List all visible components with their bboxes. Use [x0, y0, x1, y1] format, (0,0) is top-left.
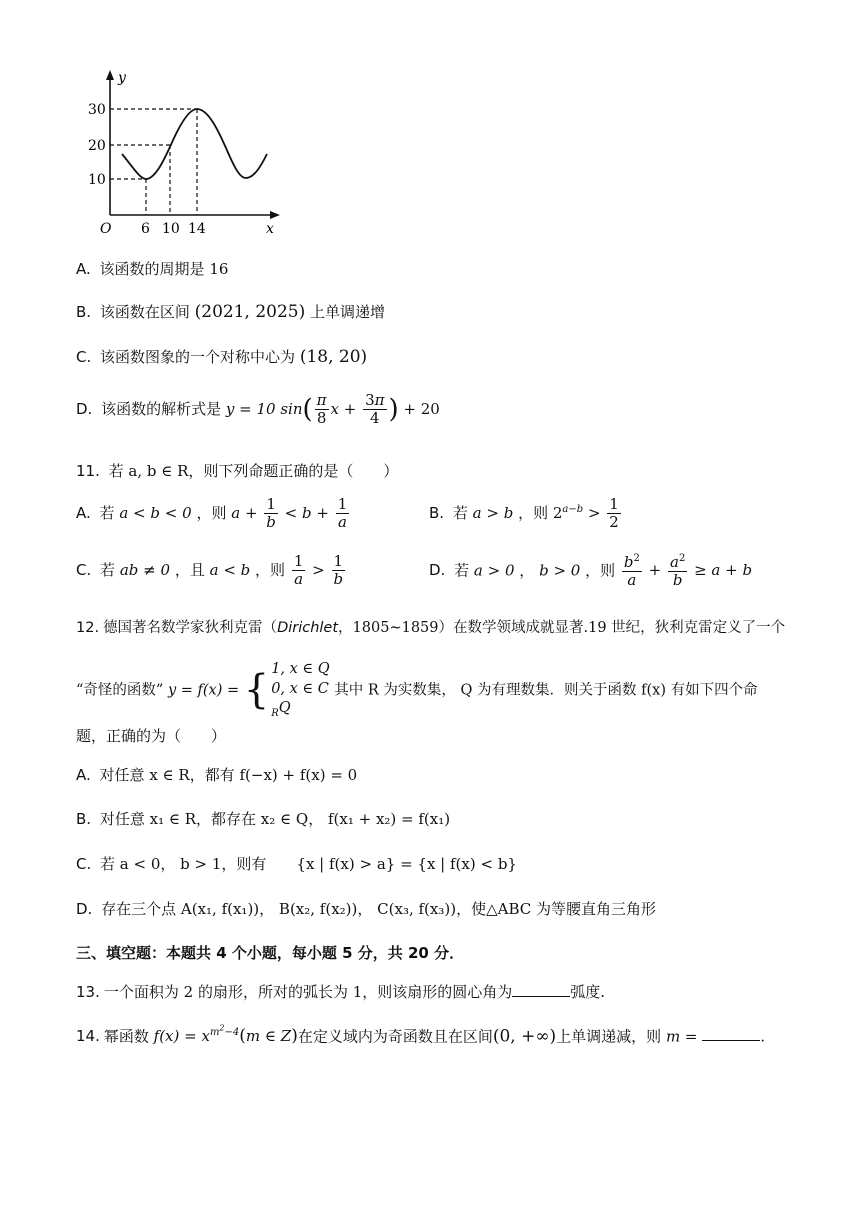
x-tick-6: 6: [141, 221, 150, 237]
q10-option-b: [76, 302, 385, 322]
q10-option-c: [76, 347, 367, 367]
q10-option-d: [76, 392, 440, 428]
option-mid2: ，则: [585, 561, 616, 580]
y-tick-20: 20: [88, 138, 106, 154]
case-1: 1, x ∈ Q: [271, 661, 330, 677]
q12-option-c: [76, 855, 517, 873]
option-pre: 若: [100, 560, 116, 579]
option-pre: 若: [99, 503, 115, 522]
condition: a < b < 0: [119, 503, 192, 522]
condition-2: a < b: [209, 560, 251, 579]
option-label: C.: [76, 560, 92, 579]
q12-option-d: [76, 900, 656, 918]
y-tick-10: 10: [88, 172, 106, 188]
y-axis-label: y: [118, 70, 126, 86]
option-label: C.: [76, 855, 92, 873]
option-text-post: 上单调递增: [310, 303, 386, 321]
q12-line-3: [76, 727, 226, 745]
q12-line-2: “奇怪的函数” y = f(x) = { 1, x ∈ Q 0, x ∈ C $_R$Q 其中 R 为实数集， Q 为有理数集．则关于函数 f(x) 有如下四个命: [76, 661, 758, 720]
x-axis-arrow: [270, 211, 280, 219]
q12-text-post: 其中 R 为实数集， Q 为有理数集．则关于函数 f(x) 有如下四个命: [334, 682, 758, 699]
option-mid: ，则: [196, 503, 227, 522]
q11-option-d: [429, 553, 752, 590]
power-function: $f(x) = x^{m^2-4}(m$ ∈ Z): [153, 1024, 298, 1047]
option-text: 存在三个点 A(x₁, f(x₁))， B(x₂, f(x₂))， C(x₃, f(x₃))，使△ABC 为等腰直角三角形: [101, 900, 656, 918]
option-label: B.: [76, 810, 92, 828]
option-text: 该函数的周期是 16: [99, 260, 229, 278]
interval: (2021, 2025): [194, 302, 306, 322]
formula: $\frac{1}{a}$ > $\frac{1}{b}$: [293, 552, 344, 589]
answer-blank[interactable]: [512, 982, 570, 997]
interval: (0, +∞): [492, 1026, 557, 1047]
origin-label: O: [100, 221, 112, 237]
cases: 1, x ∈ Q 0, x ∈ C $_R$Q: [271, 661, 330, 720]
condition: a > b: [472, 503, 514, 522]
option-label: A.: [76, 766, 91, 784]
option-mid1: ，: [519, 561, 535, 580]
formula: a + $\frac{1}{b}$ < b + $\frac{1}{a}$: [231, 495, 348, 532]
q12-option-b: [76, 810, 450, 828]
q13-text-1: 一个面积为 2 的扇形，所对的弧长为 1，则该扇形的圆心角为: [103, 983, 513, 1001]
answer-blank[interactable]: [702, 1026, 760, 1041]
option-text: 若 a < 0， b > 1，则有 {x | f(x) > a} = {x | f(x) < b}: [100, 855, 517, 873]
option-label: C.: [76, 348, 92, 366]
option-text-pre: 该函数的解析式是: [101, 399, 222, 418]
option-text: 对任意 x₁ ∈ R，都存在 x₂ ∈ Q， f(x₁ + x₂) = f(x₁): [99, 810, 451, 828]
formula: $\frac{b^2}{a}$ + $\frac{a^2}{b}$ ≥ a + b: [623, 553, 753, 590]
y-axis-arrow: [106, 70, 114, 80]
q11-option-a: [76, 496, 351, 532]
option-text: 对任意 x ∈ R，都有 f(−x) + f(x) = 0: [99, 766, 358, 784]
question-text: 若 a, b ∈ R，则下列命题正确的是（ ）: [108, 462, 399, 480]
question-number: 13.: [76, 983, 100, 1001]
sine-graph: [88, 66, 292, 240]
q12-quote: “奇怪的函数”: [76, 682, 164, 699]
q14-pre: 幂函数: [103, 1027, 149, 1046]
option-pre: 若: [454, 561, 470, 580]
option-label: D.: [76, 399, 93, 418]
center-point: (18, 20): [299, 347, 368, 367]
option-text-pre: 该函数图象的一个对称中心为: [100, 348, 296, 366]
question-number: 12.: [76, 620, 100, 636]
formula: $2^{a-b}$ > $\frac{1}{2}$: [552, 495, 619, 532]
question-number: 14.: [76, 1027, 100, 1046]
case-2: 0, x ∈ C: [271, 680, 329, 697]
q12-text-post: ，1805~1859）在数学领域成就显著.19 世纪，狄利克雷定义了一个: [338, 620, 786, 636]
q14-post: 上单调递减，则: [556, 1027, 662, 1046]
x-tick-10: 10: [162, 221, 180, 237]
y-tick-30: 30: [88, 102, 106, 118]
option-label: A.: [76, 260, 91, 278]
q12-text: 题，正确的为（ ）: [76, 727, 227, 745]
x-tick-14: 14: [188, 221, 206, 237]
option-pre: 若: [452, 503, 468, 522]
q11-option-b: [429, 496, 623, 532]
option-label: B.: [429, 503, 445, 522]
condition-2: b > 0: [539, 561, 581, 580]
option-label: B.: [76, 303, 92, 321]
q14: 14. 幂函数 $f(x) = x^{m^2-4}(m$ ∈ Z)在定义域内为奇函数且在区间(0, +∞)上单调递减，则 m = .: [76, 1024, 766, 1047]
sine-curve: [122, 109, 267, 179]
option-mid1: ，且: [174, 560, 205, 579]
q12-line-1: [76, 620, 785, 637]
option-text-pre: 该函数在区间: [99, 303, 190, 321]
option-mid2: ，则: [255, 560, 286, 579]
option-label: A.: [76, 503, 91, 522]
question-number: 11.: [76, 462, 100, 480]
q10-option-a: [76, 260, 228, 278]
q13: [76, 982, 605, 1001]
formula: y = 10 sin( $\frac{\pi}{8}$ x + $\frac{3\pi}{4}$ ) + 20: [225, 391, 440, 428]
q11-stem: [76, 462, 398, 480]
q13-text-2: 弧度.: [570, 983, 606, 1001]
option-label: D.: [76, 900, 93, 918]
q12-text-pre: 德国著名数学家狄利克雷（: [103, 620, 278, 636]
x-axis-label: x: [266, 221, 274, 237]
q14-mid: 在定义域内为奇函数且在区间: [297, 1027, 493, 1046]
q11-option-c: [76, 553, 347, 589]
option-label: D.: [429, 561, 446, 580]
q12-option-a: [76, 766, 357, 784]
section-heading: 三、填空题：本题共 4 个小题，每小题 5 分，共 20 分．: [76, 944, 465, 962]
q14-end: .: [760, 1027, 766, 1046]
option-mid: ，则: [518, 503, 549, 522]
condition: a > 0: [473, 561, 515, 580]
function-def: y = f(x) =: [167, 682, 244, 699]
name-dirichlet: Dirichlet: [277, 620, 339, 636]
condition: ab ≠ 0: [119, 560, 171, 579]
